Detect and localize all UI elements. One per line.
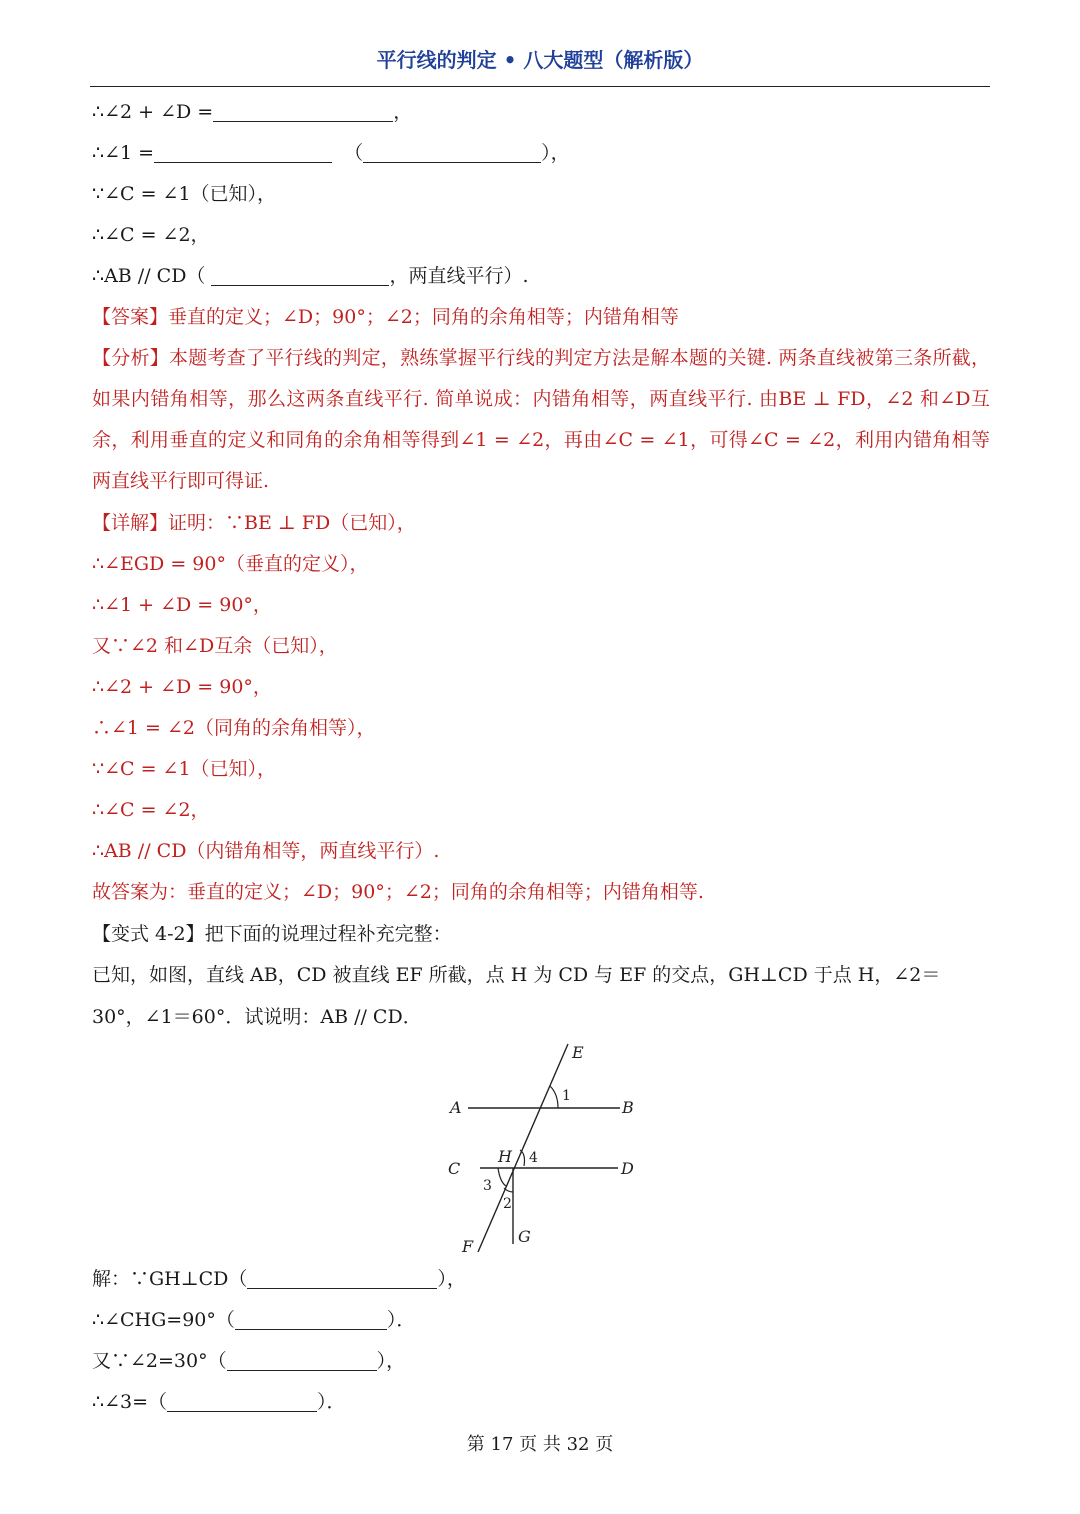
punct: ）．	[317, 1391, 346, 1413]
punct: ）．	[386, 1309, 416, 1331]
detail-line: 【详解】证明：∵BE ⊥ FD（已知），	[92, 512, 416, 534]
geometry-figure	[440, 1038, 660, 1258]
solution-line-3-text: 又∵∠2=30°（	[92, 1350, 227, 1372]
fill-line-1-text: ∴∠2 + ∠D =	[92, 101, 214, 123]
detail-line: ∴∠1 = ∠2（同角的余角相等），	[92, 717, 376, 739]
label-a: A	[450, 1098, 462, 1117]
label-g: G	[518, 1227, 531, 1246]
answer-line: 【答案】垂直的定义；∠D；90°；∠2；同角的余角相等；内错角相等	[92, 306, 679, 328]
detail-line: ∴∠EGD = 90°（垂直的定义），	[92, 553, 369, 575]
label-angle-2: 2	[503, 1196, 512, 1212]
blank[interactable]	[247, 1266, 437, 1289]
punct: ），	[376, 1350, 406, 1372]
label-angle-1: 1	[562, 1088, 571, 1104]
fill-line-5-text: ∴AB // CD（	[92, 265, 206, 287]
variant-title: 【变式 4-2】把下面的说理过程补充完整：	[92, 923, 452, 945]
blank[interactable]	[213, 99, 393, 122]
blank[interactable]	[235, 1307, 387, 1330]
blank[interactable]	[154, 140, 332, 163]
solution-line-3	[92, 1344, 405, 1378]
blank[interactable]	[363, 140, 541, 163]
page-number: 第 17 页 共 32 页	[466, 1434, 614, 1455]
blank[interactable]	[227, 1348, 377, 1371]
detail-line: ∵∠C = ∠1（已知），	[92, 758, 277, 780]
detail-line: 又∵∠2 和∠D互余（已知），	[92, 635, 338, 657]
variant-given-1: 已知，如图，直线 AB，CD 被直线 EF 所截，点 H 为 CD 与 EF 的交点，GH⊥CD 于点 H，∠2＝	[92, 964, 941, 986]
label-d: D	[621, 1159, 634, 1178]
line-ef	[478, 1044, 568, 1252]
solution-line-2-text: ∴∠CHG=90°（	[92, 1309, 235, 1331]
fill-line-1	[92, 95, 412, 129]
paren: （	[344, 142, 364, 164]
solution-line-1	[92, 1262, 466, 1296]
fill-line-2	[92, 136, 570, 170]
detail-line: ∴∠C = ∠2，	[92, 799, 210, 821]
fill-line-5	[92, 259, 529, 293]
punct: ），	[437, 1268, 466, 1290]
label-angle-4: 4	[529, 1150, 538, 1166]
label-h: H	[498, 1147, 512, 1166]
label-f: F	[462, 1237, 474, 1256]
solution-line-4	[92, 1385, 346, 1419]
blank[interactable]	[167, 1389, 317, 1412]
detail-line: ∴∠1 + ∠D = 90°，	[92, 594, 272, 616]
fill-line-4: ∴∠C = ∠2，	[92, 224, 210, 246]
detail-line: ∴AB // CD（内错角相等，两直线平行）.	[92, 840, 440, 862]
fill-line-2-text: ∴∠1 =	[92, 142, 155, 164]
label-angle-3: 3	[483, 1178, 492, 1194]
angle-3-arc	[498, 1168, 506, 1186]
solution-line-4-text: ∴∠3=（	[92, 1391, 168, 1413]
solution-line-2	[92, 1303, 415, 1337]
angle-1-arc	[550, 1086, 558, 1108]
punct: ，	[393, 101, 413, 123]
punct: ，两直线平行）.	[389, 265, 529, 287]
label-b: B	[622, 1098, 634, 1117]
label-c: C	[448, 1159, 461, 1178]
header-rule	[90, 86, 990, 87]
blank[interactable]	[211, 263, 389, 286]
page-header-title: 平行线的判定 • 八大题型（解析版）	[376, 48, 704, 72]
detail-line: 故答案为：垂直的定义；∠D；90°；∠2；同角的余角相等；内错角相等.	[92, 881, 704, 903]
fill-line-3: ∵∠C = ∠1（已知），	[92, 183, 277, 205]
punct: ），	[541, 142, 570, 164]
analysis-paragraph: 【分析】本题考查了平行线的判定，熟练掌握平行线的判定方法是解本题的关键. 两条直线被第三条所截，如果内错角相等，那么这两条直线平行. 简单说成：内错角相等，两直线平行. 由BE ⊥ FD，∠2 和∠D互余，利用垂直的定义和同角的余角相等得到∠1 = ∠2，再由∠C = ∠1，可得∠C = ∠2，利用内错角相等两直线平行即可得证.	[92, 347, 990, 492]
label-e: E	[572, 1043, 584, 1062]
variant-given-2: 30°，∠1＝60°．试说明：AB // CD．	[92, 1006, 422, 1028]
solution-line-1-text: 解：∵GH⊥CD（	[92, 1268, 248, 1290]
detail-line: ∴∠2 + ∠D = 90°，	[92, 676, 272, 698]
